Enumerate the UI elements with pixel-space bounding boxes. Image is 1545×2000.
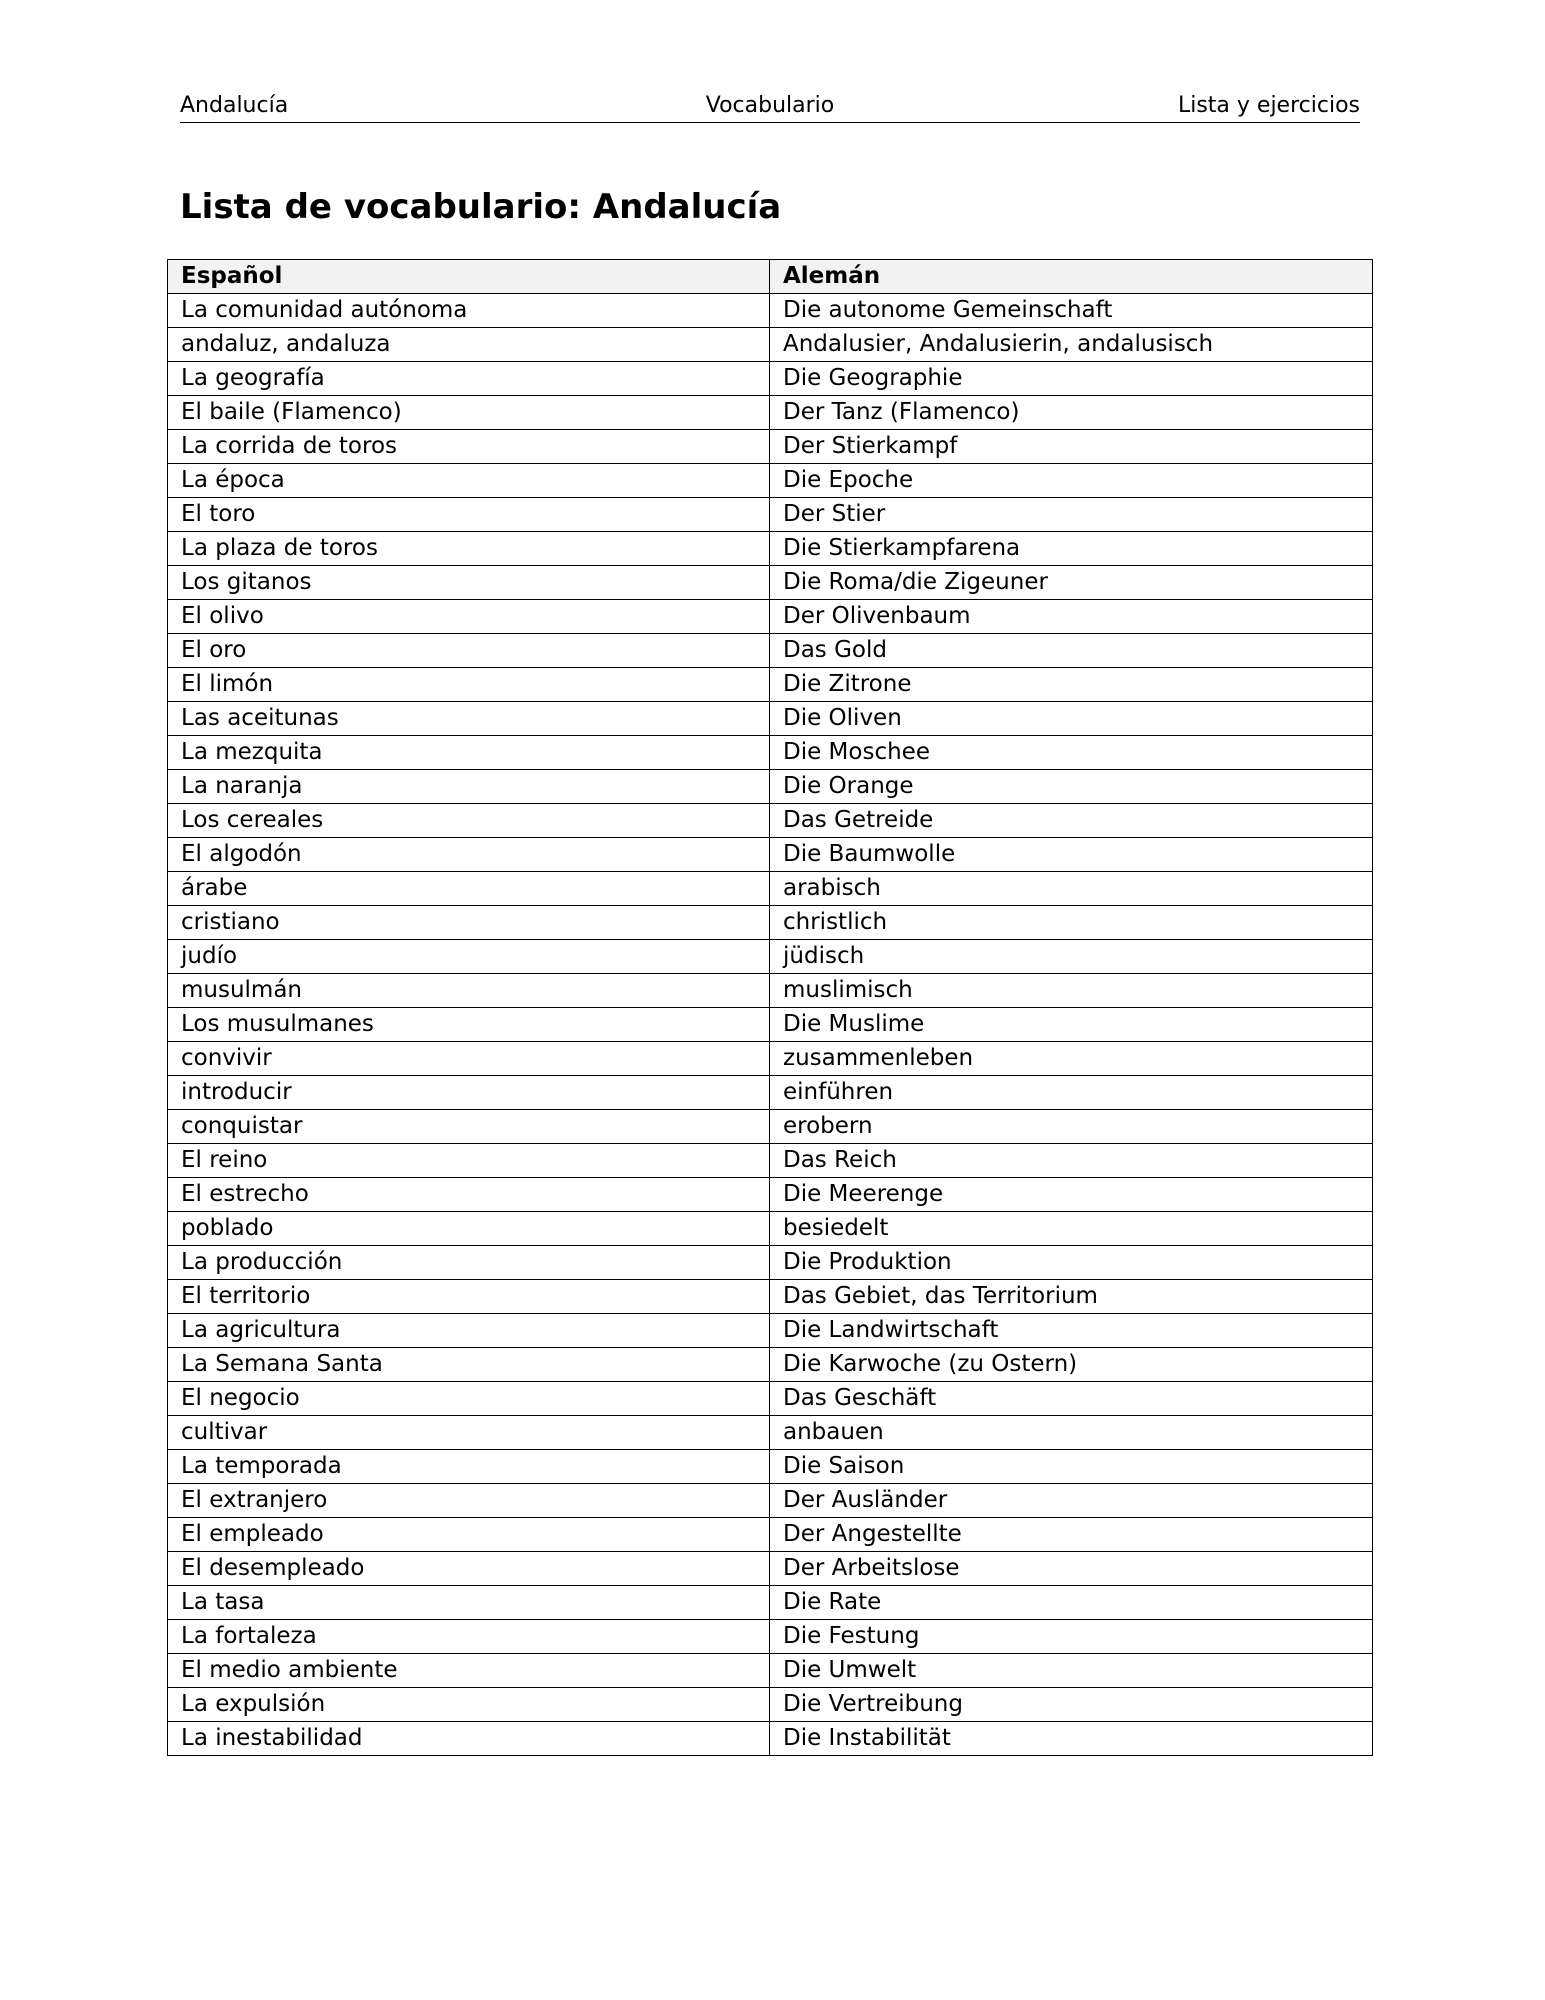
table-row xyxy=(168,1722,1373,1756)
header-center-text: Vocabulario xyxy=(705,93,835,118)
table-row xyxy=(168,1450,1373,1484)
spanish-term-cell: La temporada xyxy=(168,1450,770,1484)
german-term-cell: besiedelt xyxy=(770,1212,1373,1246)
table-header-row xyxy=(168,260,1373,294)
german-term-cell: Die Baumwolle xyxy=(770,838,1373,872)
spanish-term-cell: La naranja xyxy=(168,770,770,804)
table-row xyxy=(168,804,1373,838)
table-row xyxy=(168,838,1373,872)
spanish-term-cell: El reino xyxy=(168,1144,770,1178)
spanish-term-cell: La mezquita xyxy=(168,736,770,770)
column-header-spanish: Español xyxy=(168,260,770,294)
german-term-cell: Die Geographie xyxy=(770,362,1373,396)
spanish-term-cell: andaluz, andaluza xyxy=(168,328,770,362)
header-left-text: Andalucía xyxy=(180,93,289,118)
table-row xyxy=(168,1144,1373,1178)
german-term-cell: Die Roma/die Zigeuner xyxy=(770,566,1373,600)
spanish-term-cell: El desempleado xyxy=(168,1552,770,1586)
german-term-cell: Die Landwirtschaft xyxy=(770,1314,1373,1348)
table-row xyxy=(168,1280,1373,1314)
table-row xyxy=(168,634,1373,668)
german-term-cell: Das Gold xyxy=(770,634,1373,668)
spanish-term-cell: El extranjero xyxy=(168,1484,770,1518)
table-row xyxy=(168,1552,1373,1586)
german-term-cell: zusammenleben xyxy=(770,1042,1373,1076)
spanish-term-cell: El oro xyxy=(168,634,770,668)
table-row xyxy=(168,940,1373,974)
german-term-cell: Die Festung xyxy=(770,1620,1373,1654)
table-row xyxy=(168,770,1373,804)
page-title: Lista de vocabulario: Andalucía xyxy=(180,187,782,227)
spanish-term-cell: El toro xyxy=(168,498,770,532)
german-term-cell: Die Karwoche (zu Ostern) xyxy=(770,1348,1373,1382)
spanish-term-cell: La expulsión xyxy=(168,1688,770,1722)
german-term-cell: Der Olivenbaum xyxy=(770,600,1373,634)
table-row xyxy=(168,1178,1373,1212)
spanish-term-cell: introducir xyxy=(168,1076,770,1110)
german-term-cell: jüdisch xyxy=(770,940,1373,974)
spanish-term-cell: La producción xyxy=(168,1246,770,1280)
german-term-cell: Das Gebiet, das Territorium xyxy=(770,1280,1373,1314)
spanish-term-cell: convivir xyxy=(168,1042,770,1076)
spanish-term-cell: El territorio xyxy=(168,1280,770,1314)
spanish-term-cell: La inestabilidad xyxy=(168,1722,770,1756)
table-row xyxy=(168,1212,1373,1246)
spanish-term-cell: La Semana Santa xyxy=(168,1348,770,1382)
german-term-cell: Die autonome Gemeinschaft xyxy=(770,294,1373,328)
german-term-cell: Die Orange xyxy=(770,770,1373,804)
table-body xyxy=(168,294,1373,1756)
spanish-term-cell: Los cereales xyxy=(168,804,770,838)
german-term-cell: arabisch xyxy=(770,872,1373,906)
german-term-cell: erobern xyxy=(770,1110,1373,1144)
table-row xyxy=(168,430,1373,464)
german-term-cell: Die Rate xyxy=(770,1586,1373,1620)
spanish-term-cell: Los gitanos xyxy=(168,566,770,600)
table-row xyxy=(168,1654,1373,1688)
table-row xyxy=(168,1518,1373,1552)
german-term-cell: Die Produktion xyxy=(770,1246,1373,1280)
table-row xyxy=(168,566,1373,600)
german-term-cell: Andalusier, Andalusierin, andalusisch xyxy=(770,328,1373,362)
german-term-cell: einführen xyxy=(770,1076,1373,1110)
german-term-cell: Die Vertreibung xyxy=(770,1688,1373,1722)
table-row xyxy=(168,1348,1373,1382)
table-row xyxy=(168,600,1373,634)
spanish-term-cell: La comunidad autónoma xyxy=(168,294,770,328)
spanish-term-cell: cristiano xyxy=(168,906,770,940)
table-row xyxy=(168,1688,1373,1722)
german-term-cell: Die Instabilität xyxy=(770,1722,1373,1756)
spanish-term-cell: La tasa xyxy=(168,1586,770,1620)
spanish-term-cell: árabe xyxy=(168,872,770,906)
table-row xyxy=(168,974,1373,1008)
table-row xyxy=(168,702,1373,736)
german-term-cell: Der Ausländer xyxy=(770,1484,1373,1518)
spanish-term-cell: cultivar xyxy=(168,1416,770,1450)
table-row xyxy=(168,1008,1373,1042)
spanish-term-cell: La geografía xyxy=(168,362,770,396)
table-row xyxy=(168,1110,1373,1144)
table-row xyxy=(168,906,1373,940)
german-term-cell: muslimisch xyxy=(770,974,1373,1008)
german-term-cell: Die Meerenge xyxy=(770,1178,1373,1212)
german-term-cell: Der Tanz (Flamenco) xyxy=(770,396,1373,430)
german-term-cell: Die Saison xyxy=(770,1450,1373,1484)
spanish-term-cell: La fortaleza xyxy=(168,1620,770,1654)
german-term-cell: Der Arbeitslose xyxy=(770,1552,1373,1586)
german-term-cell: Die Oliven xyxy=(770,702,1373,736)
german-term-cell: Die Umwelt xyxy=(770,1654,1373,1688)
table-row xyxy=(168,1042,1373,1076)
table-row xyxy=(168,1076,1373,1110)
table-row xyxy=(168,668,1373,702)
table-row xyxy=(168,736,1373,770)
table-row xyxy=(168,498,1373,532)
table-row xyxy=(168,1586,1373,1620)
table-row xyxy=(168,396,1373,430)
page-header xyxy=(180,90,1360,123)
spanish-term-cell: El algodón xyxy=(168,838,770,872)
spanish-term-cell: judío xyxy=(168,940,770,974)
german-term-cell: christlich xyxy=(770,906,1373,940)
table-row xyxy=(168,1246,1373,1280)
german-term-cell: Die Stierkampfarena xyxy=(770,532,1373,566)
table-row xyxy=(168,328,1373,362)
table-row xyxy=(168,1416,1373,1450)
spanish-term-cell: El negocio xyxy=(168,1382,770,1416)
spanish-term-cell: La agricultura xyxy=(168,1314,770,1348)
german-term-cell: Das Getreide xyxy=(770,804,1373,838)
german-term-cell: Die Moschee xyxy=(770,736,1373,770)
german-term-cell: Das Reich xyxy=(770,1144,1373,1178)
spanish-term-cell: El olivo xyxy=(168,600,770,634)
german-term-cell: Das Geschäft xyxy=(770,1382,1373,1416)
spanish-term-cell: La plaza de toros xyxy=(168,532,770,566)
spanish-term-cell: Las aceitunas xyxy=(168,702,770,736)
german-term-cell: Der Angestellte xyxy=(770,1518,1373,1552)
table-row xyxy=(168,362,1373,396)
vocabulary-table xyxy=(167,259,1373,1756)
spanish-term-cell: musulmán xyxy=(168,974,770,1008)
table-row xyxy=(168,532,1373,566)
table-row xyxy=(168,1620,1373,1654)
spanish-term-cell: poblado xyxy=(168,1212,770,1246)
german-term-cell: Der Stierkampf xyxy=(770,430,1373,464)
column-header-german: Alemán xyxy=(770,260,1373,294)
spanish-term-cell: El baile (Flamenco) xyxy=(168,396,770,430)
german-term-cell: Die Muslime xyxy=(770,1008,1373,1042)
spanish-term-cell: El limón xyxy=(168,668,770,702)
spanish-term-cell: El empleado xyxy=(168,1518,770,1552)
spanish-term-cell: La época xyxy=(168,464,770,498)
german-term-cell: anbauen xyxy=(770,1416,1373,1450)
table-row xyxy=(168,1382,1373,1416)
german-term-cell: Die Zitrone xyxy=(770,668,1373,702)
header-right-text: Lista y ejercicios xyxy=(1177,93,1360,118)
table-row xyxy=(168,1484,1373,1518)
table-row xyxy=(168,464,1373,498)
spanish-term-cell: El medio ambiente xyxy=(168,1654,770,1688)
german-term-cell: Die Epoche xyxy=(770,464,1373,498)
spanish-term-cell: La corrida de toros xyxy=(168,430,770,464)
spanish-term-cell: conquistar xyxy=(168,1110,770,1144)
table-row xyxy=(168,1314,1373,1348)
table-row xyxy=(168,872,1373,906)
spanish-term-cell: El estrecho xyxy=(168,1178,770,1212)
table-row xyxy=(168,294,1373,328)
german-term-cell: Der Stier xyxy=(770,498,1373,532)
spanish-term-cell: Los musulmanes xyxy=(168,1008,770,1042)
